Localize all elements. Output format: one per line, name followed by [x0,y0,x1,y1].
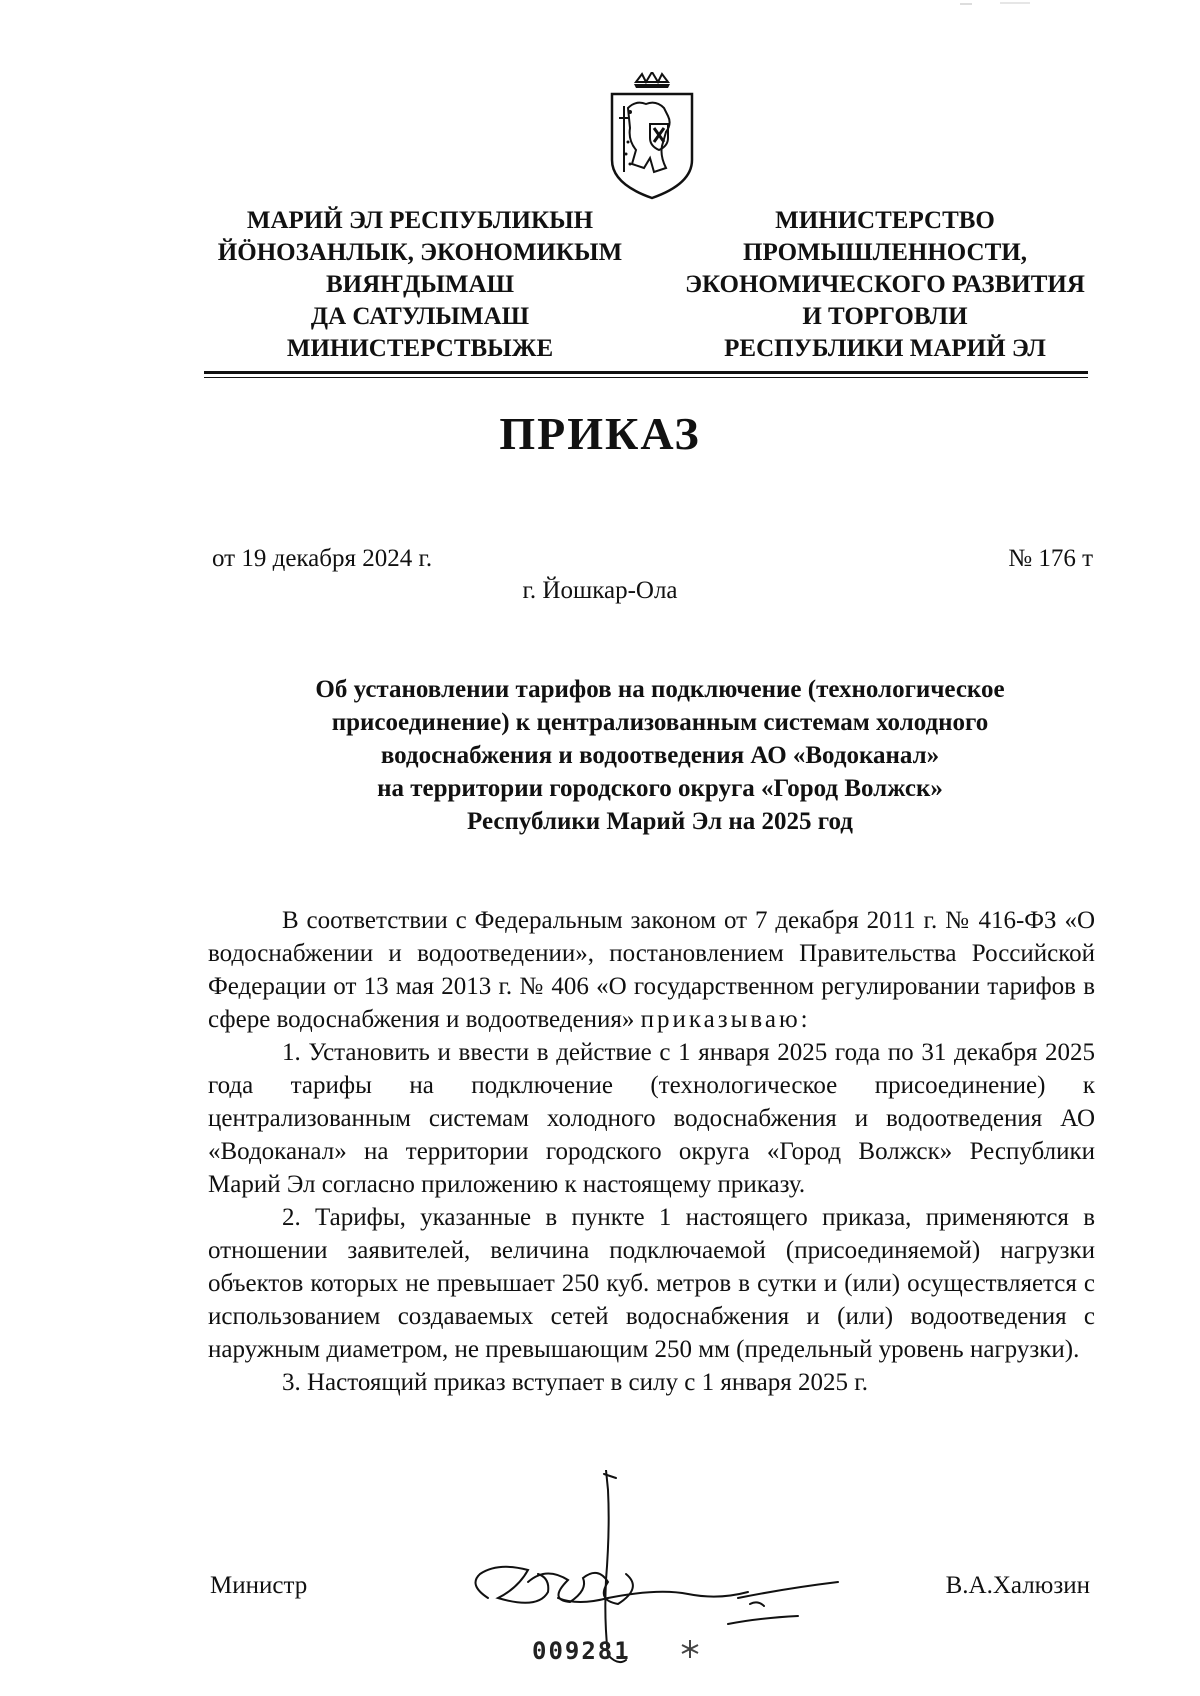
header-divider-thin [204,377,1088,378]
document-type-title: ПРИКАЗ [499,408,701,459]
subject-line: Об установлении тарифов на подключение (технологическое [315,676,1005,703]
preamble-paragraph [208,904,1095,1036]
header-divider-thick [204,371,1088,374]
subject-line: присоединение) к централизованным системам холодного [331,709,989,736]
order-item-3: 3. Настоящий приказ вступает в силу с 1 января 2025 г. [282,1369,868,1396]
subject-line: Республики Марий Эл на 2025 год [467,808,853,835]
subject-line: водоснабжения и водоотведения АО «Водоканал» [380,742,940,769]
document-subject [220,673,1100,838]
header-left-line: ДА САТУЛЫМАШ [310,303,530,330]
header-right-line: РЕСПУБЛИКИ МАРИЙ ЭЛ [724,335,1046,362]
document-body [208,904,1095,1399]
header-left-line: ЙӦНОЗАНЛЫК, ЭКОНОМИКЫМ [217,239,623,266]
document-number: № 176 т [1008,545,1093,572]
header-right-line: ЭКОНОМИЧЕСКОГО РАЗВИТИЯ [685,271,1085,298]
header-right-russian [655,205,1115,365]
header-left-mari [200,205,640,365]
order-item-1: 1. Установить и ввести в действие с 1 января 2025 года по 31 декабря 2025 года тарифы на подключение (технологическое присоединение) к централизованным системам холодного водоснабжения и водоотведения АО «Водоканал» на территории городского округа «Город Волжск» Республики Марий Эл согласно приложению к настоящему приказу. [208,1039,1095,1198]
header-right-line: МИНИСТЕРСТВО [775,207,995,234]
header-left-line: ВИЯҤДЫМАШ [325,271,515,298]
header-right-line: ПРОМЫШЛЕННОСТИ, [743,239,1027,266]
scan-artifact-mark [960,0,1040,10]
coat-of-arms-icon [606,72,698,202]
stamp-asterisk-icon [678,1637,702,1661]
document-city: г. Йошкар-Ола [522,577,678,604]
document-date: от 19 декабря 2024 г. [212,545,433,572]
header-left-line: МАРИЙ ЭЛ РЕСПУБЛИКЫН [246,207,594,234]
registration-stamp-number: 009281 [532,1637,631,1665]
order-word: приказываю: [640,1006,811,1033]
subject-line: на территории городского округа «Город Волжск» [377,775,943,802]
header-left-line: МИНИСТЕРСТВЫЖЕ [286,335,554,362]
signatory-position: Министр [210,1572,308,1599]
preamble-text: В соответствии с Федеральным законом от 7 декабря 2011 г. № 416-ФЗ «О водоснабжении и водоотведении», постановлением Правительства Российской Федерации от 13 мая 2013 г. № 406 «О государственном регулировании тарифов в сфере водоснабжения и водоотведения» [208,907,1095,1033]
order-item-2: 2. Тарифы, указанные в пункте 1 настоящего приказа, применяются в отношении заявителей, величина подключаемой (присоединяемой) нагрузки объектов которых не превышает 250 куб. метров в сутки и (или) осуществляется с использованием создаваемых сетей водоснабжения и (или) водоотведения с наружным диаметром, не превышающим 250 мм (предельный уровень нагрузки). [208,1204,1095,1363]
signatory-name: В.А.Халюзин [945,1572,1090,1599]
header-right-line: И ТОРГОВЛИ [802,303,968,330]
